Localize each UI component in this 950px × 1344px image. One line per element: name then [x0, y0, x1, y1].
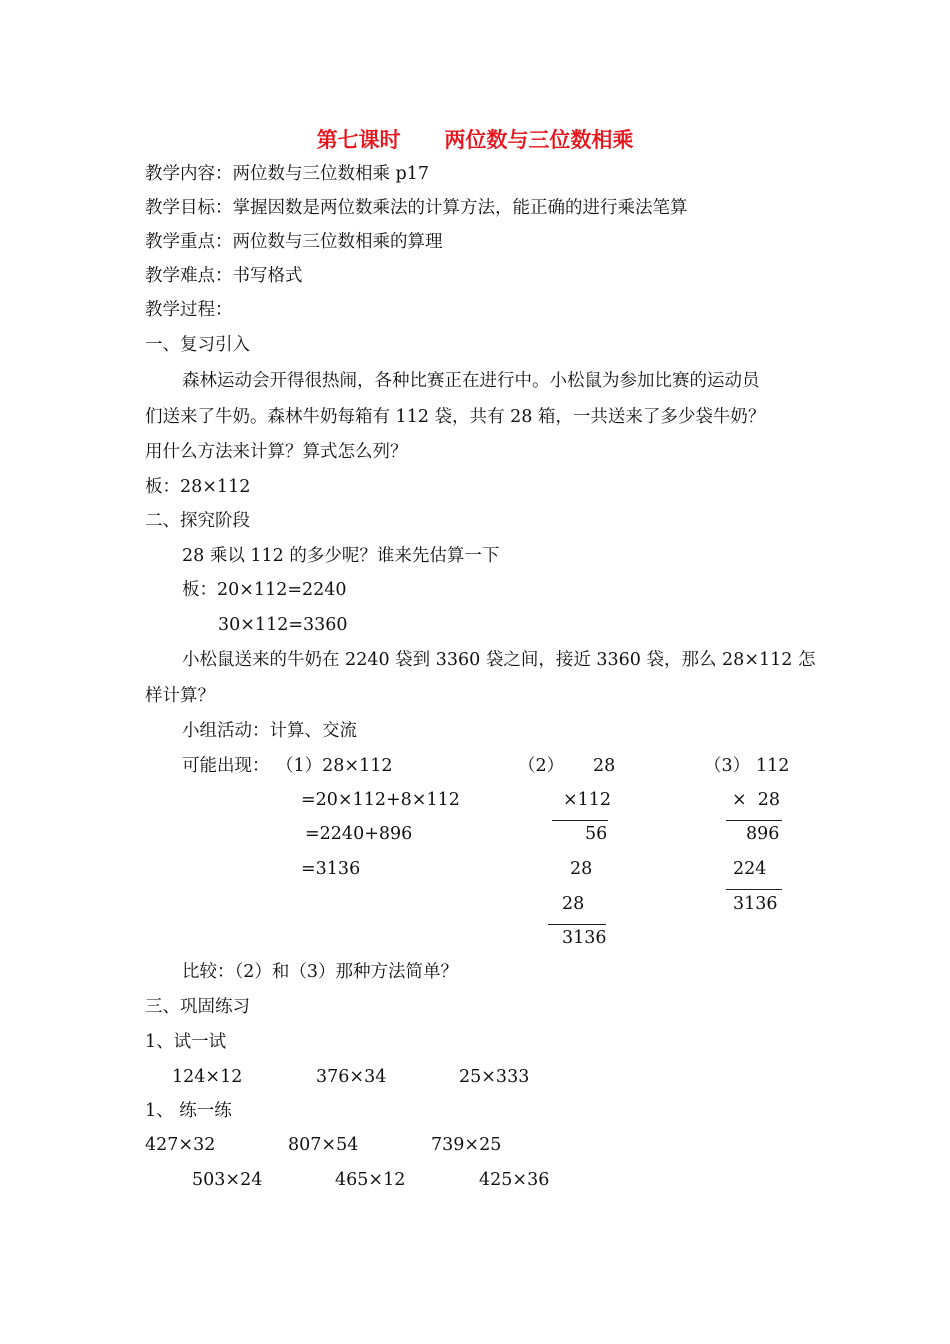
method-3-label: （3） [704, 756, 751, 776]
teaching-difficulty: 教学难点：书写格式 [145, 266, 303, 286]
method-2-multiplier: ×112 [563, 790, 612, 810]
method-3-multiplier: × 28 [732, 790, 781, 810]
method-1-line-1: （1）28×112 [276, 756, 393, 776]
section-2-board-line-2: 30×112=3360 [218, 615, 348, 635]
method-2-partial-2: 28 [570, 859, 593, 879]
section-2-question: 28 乘以 112 的多少呢？谁来先估算一下 [182, 546, 500, 566]
method-2-result: 3136 [562, 928, 607, 948]
try-item: 124×12 [172, 1067, 243, 1087]
section-1-paragraph-line-2: 们送来了牛奶。森林牛奶每箱有 112 袋，共有 28 箱，一共送来了多少袋牛奶？ [145, 407, 766, 427]
practice-item: 739×25 [431, 1135, 502, 1155]
method-1-line-4: =3136 [301, 859, 361, 879]
method-3-partial-1: 896 [746, 824, 780, 844]
teaching-content: 教学内容：两位数与三位数相乘 p17 [145, 164, 430, 184]
try-item: 376×34 [316, 1067, 387, 1087]
group-activity: 小组活动：计算、交流 [182, 721, 357, 741]
section-1-paragraph-line-1: 森林运动会开得很热闹，各种比赛正在进行中。小松鼠为参加比赛的运动员 [182, 371, 760, 391]
teaching-goal: 教学目标：掌握因数是两位数乘法的计算方法，能正确的进行乘法笔算 [145, 198, 688, 218]
teaching-process-label: 教学过程： [145, 300, 233, 320]
possible-label: 可能出现： [182, 756, 270, 776]
method-2-rule-2 [548, 924, 606, 925]
method-3-rule-2 [726, 889, 782, 890]
section-2-board-line-1: 板：20×112=2240 [182, 580, 347, 600]
method-1-line-3: =2240+896 [305, 824, 413, 844]
section-2-paragraph-line-2: 样计算？ [145, 686, 215, 706]
method-3-partial-2: 224 [733, 859, 767, 879]
try-heading: 1、试一试 [145, 1032, 227, 1052]
method-3-result: 3136 [733, 894, 778, 914]
practice-item: 465×12 [335, 1170, 406, 1190]
method-2-label: （2） [518, 756, 565, 776]
practice-item: 427×32 [145, 1135, 216, 1155]
section-2-paragraph-line-1: 小松鼠送来的牛奶在 2240 袋到 3360 袋之间，接近 3360 袋，那么 28×112 怎 [182, 650, 816, 670]
section-1-paragraph-line-3: 用什么方法来计算？算式怎么列？ [145, 442, 408, 462]
method-3-rule-1 [726, 820, 782, 821]
method-3-multiplicand: 112 [756, 756, 790, 776]
section-2-heading: 二、探究阶段 [145, 511, 250, 531]
section-1-heading: 一、复习引入 [145, 335, 250, 355]
practice-item: 503×24 [192, 1170, 263, 1190]
try-item: 25×333 [459, 1067, 530, 1087]
practice-heading: 1、 练一练 [145, 1101, 232, 1121]
practice-item: 807×54 [288, 1135, 359, 1155]
compare-question: 比较：（2）和（3）那种方法简单？ [182, 962, 459, 982]
section-3-heading: 三、巩固练习 [145, 997, 250, 1017]
teaching-key-point: 教学重点：两位数与三位数相乘的算理 [145, 232, 443, 252]
method-2-rule-1 [552, 820, 608, 821]
method-1-line-2: =20×112+8×112 [301, 790, 460, 810]
practice-item: 425×36 [479, 1170, 550, 1190]
page-title: 第七课时 两位数与三位数相乘 [316, 127, 634, 152]
method-2-multiplicand: 28 [593, 756, 616, 776]
method-2-partial-1: 56 [585, 824, 608, 844]
method-2-partial-3: 28 [562, 894, 585, 914]
section-1-board: 板：28×112 [145, 477, 251, 497]
